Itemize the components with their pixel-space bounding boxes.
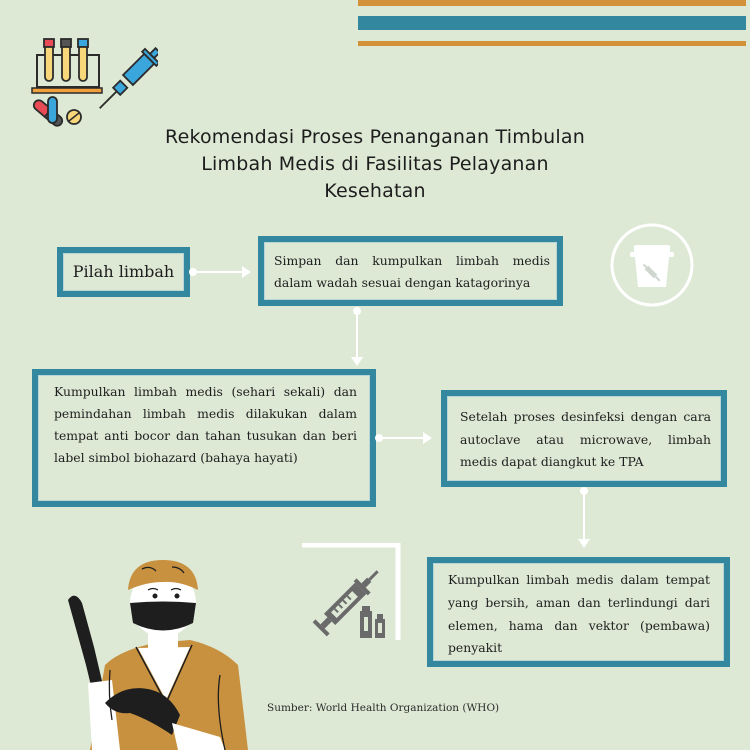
arrow-head [351,357,363,366]
step-kumpulkan-tempat [427,557,730,667]
source-citation: Sumber: World Health Organization (WHO) [267,702,500,714]
arrow-head [423,432,432,444]
step-desinfeksi [441,390,727,487]
step-text: Kumpulkan limbah medis (sehari sekali) dan pemindahan limbah medis dilakukan dalam tempat anti bocor dan tahan tusukan dan beri label simbol biohazard (bahaya hayati) [54,384,357,465]
doctor-gloves-illustration [60,555,260,750]
step-text: Simpan dan kumpulkan limbah medis dalam wadah sesuai dengan katagorinya [274,253,550,290]
arrow-start-dot [353,307,361,315]
syringe-vials-icon [300,543,405,643]
arrow-start-dot [189,268,197,276]
title-line-1: Rekomendasi Proses Penanganan Timbulan [165,126,585,148]
decor-stripe-teal [358,16,746,30]
arrow-start-dot [580,487,588,495]
title-line-3: Kesehatan [324,180,426,202]
step-kumpulkan-harian [32,369,376,507]
decor-stripe-orange-top [358,0,746,6]
flow-arrow-right [193,271,243,273]
step-text: Pilah limbah [72,262,175,281]
arrow-head [242,266,251,278]
title-line-2: Limbah Medis di Fasilitas Pelayanan [201,153,549,175]
flow-arrow-right [379,437,424,439]
arrow-head [578,539,590,548]
arrow-start-dot [375,434,383,442]
flow-arrow-down [583,491,585,540]
step-simpan-limbah [258,236,563,306]
lab-test-tubes-syringe-pills-icon [28,35,158,135]
step-text: Kumpulkan limbah medis dalam tempat yang bersih, aman dan terlindungi dari elemen, hama dan vektor (pembawa) penyakit [448,572,710,656]
step-pilah-limbah [57,247,190,297]
page-title [130,124,620,205]
sharps-container-icon [608,221,696,309]
step-text: Setelah proses desinfeksi dengan cara autoclave atau microwave, limbah medis dapat diangkut ke TPA [460,409,711,469]
decor-stripe-orange-bottom [358,41,746,46]
flow-arrow-down [356,311,358,358]
